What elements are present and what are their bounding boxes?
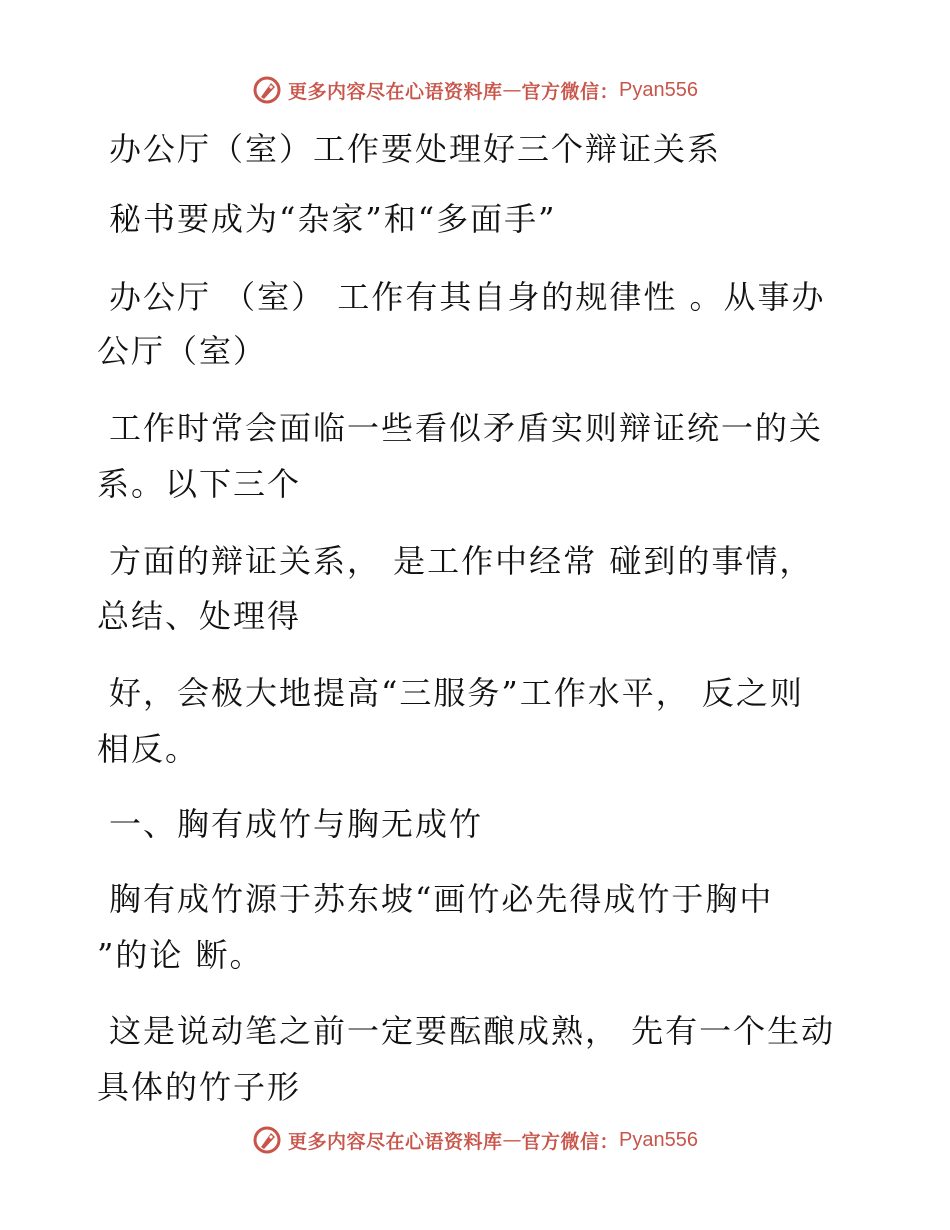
pen-nib-logo-icon	[252, 1125, 282, 1155]
pen-nib-logo-icon	[252, 75, 282, 105]
paragraph-line: 总结、处理得	[97, 597, 302, 635]
watermark-wechat-label: 官方微信：	[521, 80, 620, 103]
watermark-promo-text: 更多内容尽在心语资料库	[288, 1130, 503, 1153]
watermark-wechat-label: 官方微信：	[521, 1130, 620, 1153]
watermark-separator: —	[502, 1129, 522, 1151]
watermark-wechat-account: Pyan556	[619, 78, 698, 101]
watermark-separator: —	[502, 79, 522, 101]
paragraph-line: 系。以下三个	[97, 465, 302, 503]
watermark-wechat-account: Pyan556	[619, 1128, 698, 1151]
paragraph-line: 办公厅 （室） 工作有其自身的规律性 。从事办	[109, 278, 826, 316]
paragraph-line: 工作时常会面临一些看似矛盾实则辩证统一的关	[109, 409, 824, 447]
paragraph-line: 方面的辩证关系， 是工作中经常 碰到的事情，	[109, 542, 814, 580]
header-watermark-banner	[0, 70, 950, 110]
paragraph-line: 具体的竹子形	[97, 1068, 302, 1106]
paragraph-line: 胸有成竹源于苏东坡“画竹必先得成竹于胸中	[109, 880, 774, 918]
paragraph-line: 这是说动笔之前一定要酝酿成熟， 先有一个生动	[109, 1012, 836, 1050]
paragraph-line: ”的论 断。	[97, 936, 264, 974]
document-subtitle: 秘书要成为“杂家”和“多面手”	[109, 200, 557, 238]
section-heading: 一、胸有成竹与胸无成竹	[109, 805, 484, 843]
paragraph-line: 相反。	[97, 730, 200, 768]
footer-watermark-banner	[0, 1120, 950, 1160]
watermark-promo-text: 更多内容尽在心语资料库	[288, 80, 503, 103]
paragraph-line: 公厅（室）	[97, 332, 268, 370]
paragraph-line: 好，会极大地提高“三服务”工作水平， 反之则	[109, 674, 804, 712]
document-title: 办公厅（室）工作要处理好三个辩证关系	[109, 130, 722, 168]
